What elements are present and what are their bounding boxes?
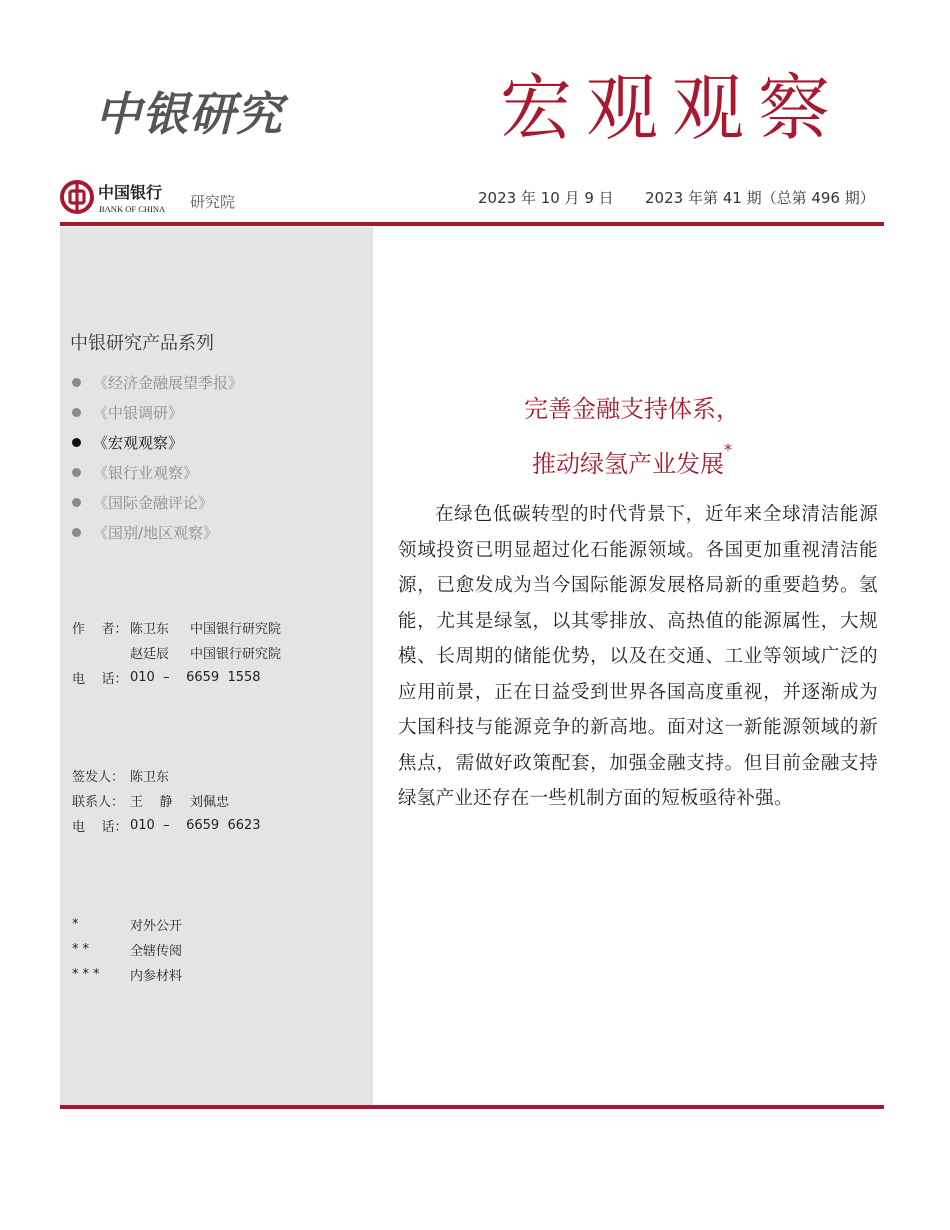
- series-item-current: [72, 427, 243, 457]
- sidebar-panel: [60, 227, 373, 1105]
- classification-legend: [72, 912, 182, 987]
- series-item: [72, 517, 243, 547]
- author-name: 陈卫东: [130, 622, 170, 637]
- classification-mark: *: [72, 917, 83, 932]
- product-series-heading: 中银研究产品系列: [70, 333, 214, 354]
- research-brand-logo: 中银研究: [95, 87, 283, 141]
- bank-of-china-emblem-icon: [60, 180, 94, 214]
- author-label: 作 者：: [72, 622, 128, 637]
- contact-phone: 010 – 6659 6623: [130, 818, 261, 833]
- article-title-line1: 完善金融支持体系，: [524, 395, 740, 423]
- series-item-label: 《国际金融评论》: [93, 493, 214, 512]
- contact-name: 刘佩忠: [190, 795, 230, 810]
- classification-label: 内参材料: [130, 969, 183, 984]
- series-item: [72, 487, 243, 517]
- issue-date: 2023 年 10 月 9 日: [478, 189, 614, 207]
- contact-info: [72, 763, 261, 838]
- signer-label: 签发人：: [72, 770, 125, 785]
- series-item-label: 《中银调研》: [93, 403, 184, 422]
- series-item-label: 《经济金融展望季报》: [93, 373, 244, 392]
- report-series-title: 宏观观察: [500, 66, 845, 150]
- series-item: [72, 457, 243, 487]
- series-item-label: 《国别/地区观察》: [93, 523, 219, 542]
- phone-label: 电 话：: [72, 820, 128, 835]
- contact-label: 联系人：: [72, 795, 125, 810]
- author-name: 赵廷辰: [130, 647, 170, 662]
- article-body: 在绿色低碳转型的时代背景下，近年来全球清洁能源领域投资已明显超过化石能源领域。各国更加重视清洁能源，已愈发成为当今国际能源发展格局新的重要趋势。氢能，尤其是绿氢，以其零排放、高热值的能源属性，大规模、长周期的储能优势，以及在交通、工业等领域广泛的应用前景，正在日益受到世界各国高度重视，并逐渐成为大国科技与能源竞争的新高地。面对这一新能源领域的新焦点，需做好政策配套，加强金融支持。但目前金融支持绿氢产业还存在一些机制方面的短板亟待补强。: [398, 504, 878, 809]
- author-org: 中国银行研究院: [190, 647, 282, 662]
- institute-label: 研究院: [190, 195, 236, 211]
- bullet-icon: [72, 438, 81, 447]
- author-info: [72, 615, 281, 690]
- article-title-text: 推动绿氢产业发展: [532, 450, 724, 478]
- bank-name-chinese: 中国银行: [98, 183, 163, 202]
- author-phone: 010 – 6659 1558: [130, 670, 261, 685]
- author-org: 中国银行研究院: [190, 622, 282, 637]
- header-divider: [60, 222, 884, 226]
- footer-divider: [60, 1105, 884, 1109]
- series-item-label: 《宏观观察》: [93, 433, 184, 452]
- series-item: [72, 397, 243, 427]
- article-title-line2: [380, 440, 884, 479]
- series-item-label: 《银行业观察》: [93, 463, 199, 482]
- classification-mark: ***: [72, 967, 104, 982]
- series-item: [72, 367, 243, 397]
- bullet-icon: [72, 468, 81, 477]
- bullet-icon: [72, 498, 81, 507]
- contact-name: 王 静: [130, 795, 173, 810]
- product-series-list: [72, 367, 243, 547]
- bank-name-english: BANK OF CHINA: [99, 204, 166, 214]
- footnote-marker: *: [724, 440, 732, 459]
- classification-label: 全辖传阅: [130, 944, 183, 959]
- signer-name: 陈卫东: [130, 770, 170, 785]
- bullet-icon: [72, 378, 81, 387]
- bullet-icon: [72, 528, 81, 537]
- issue-number: 2023 年第 41 期（总第 496 期）: [645, 189, 875, 207]
- phone-label: 电 话：: [72, 672, 128, 687]
- classification-label: 对外公开: [130, 919, 183, 934]
- classification-mark: **: [72, 942, 93, 957]
- bullet-icon: [72, 408, 81, 417]
